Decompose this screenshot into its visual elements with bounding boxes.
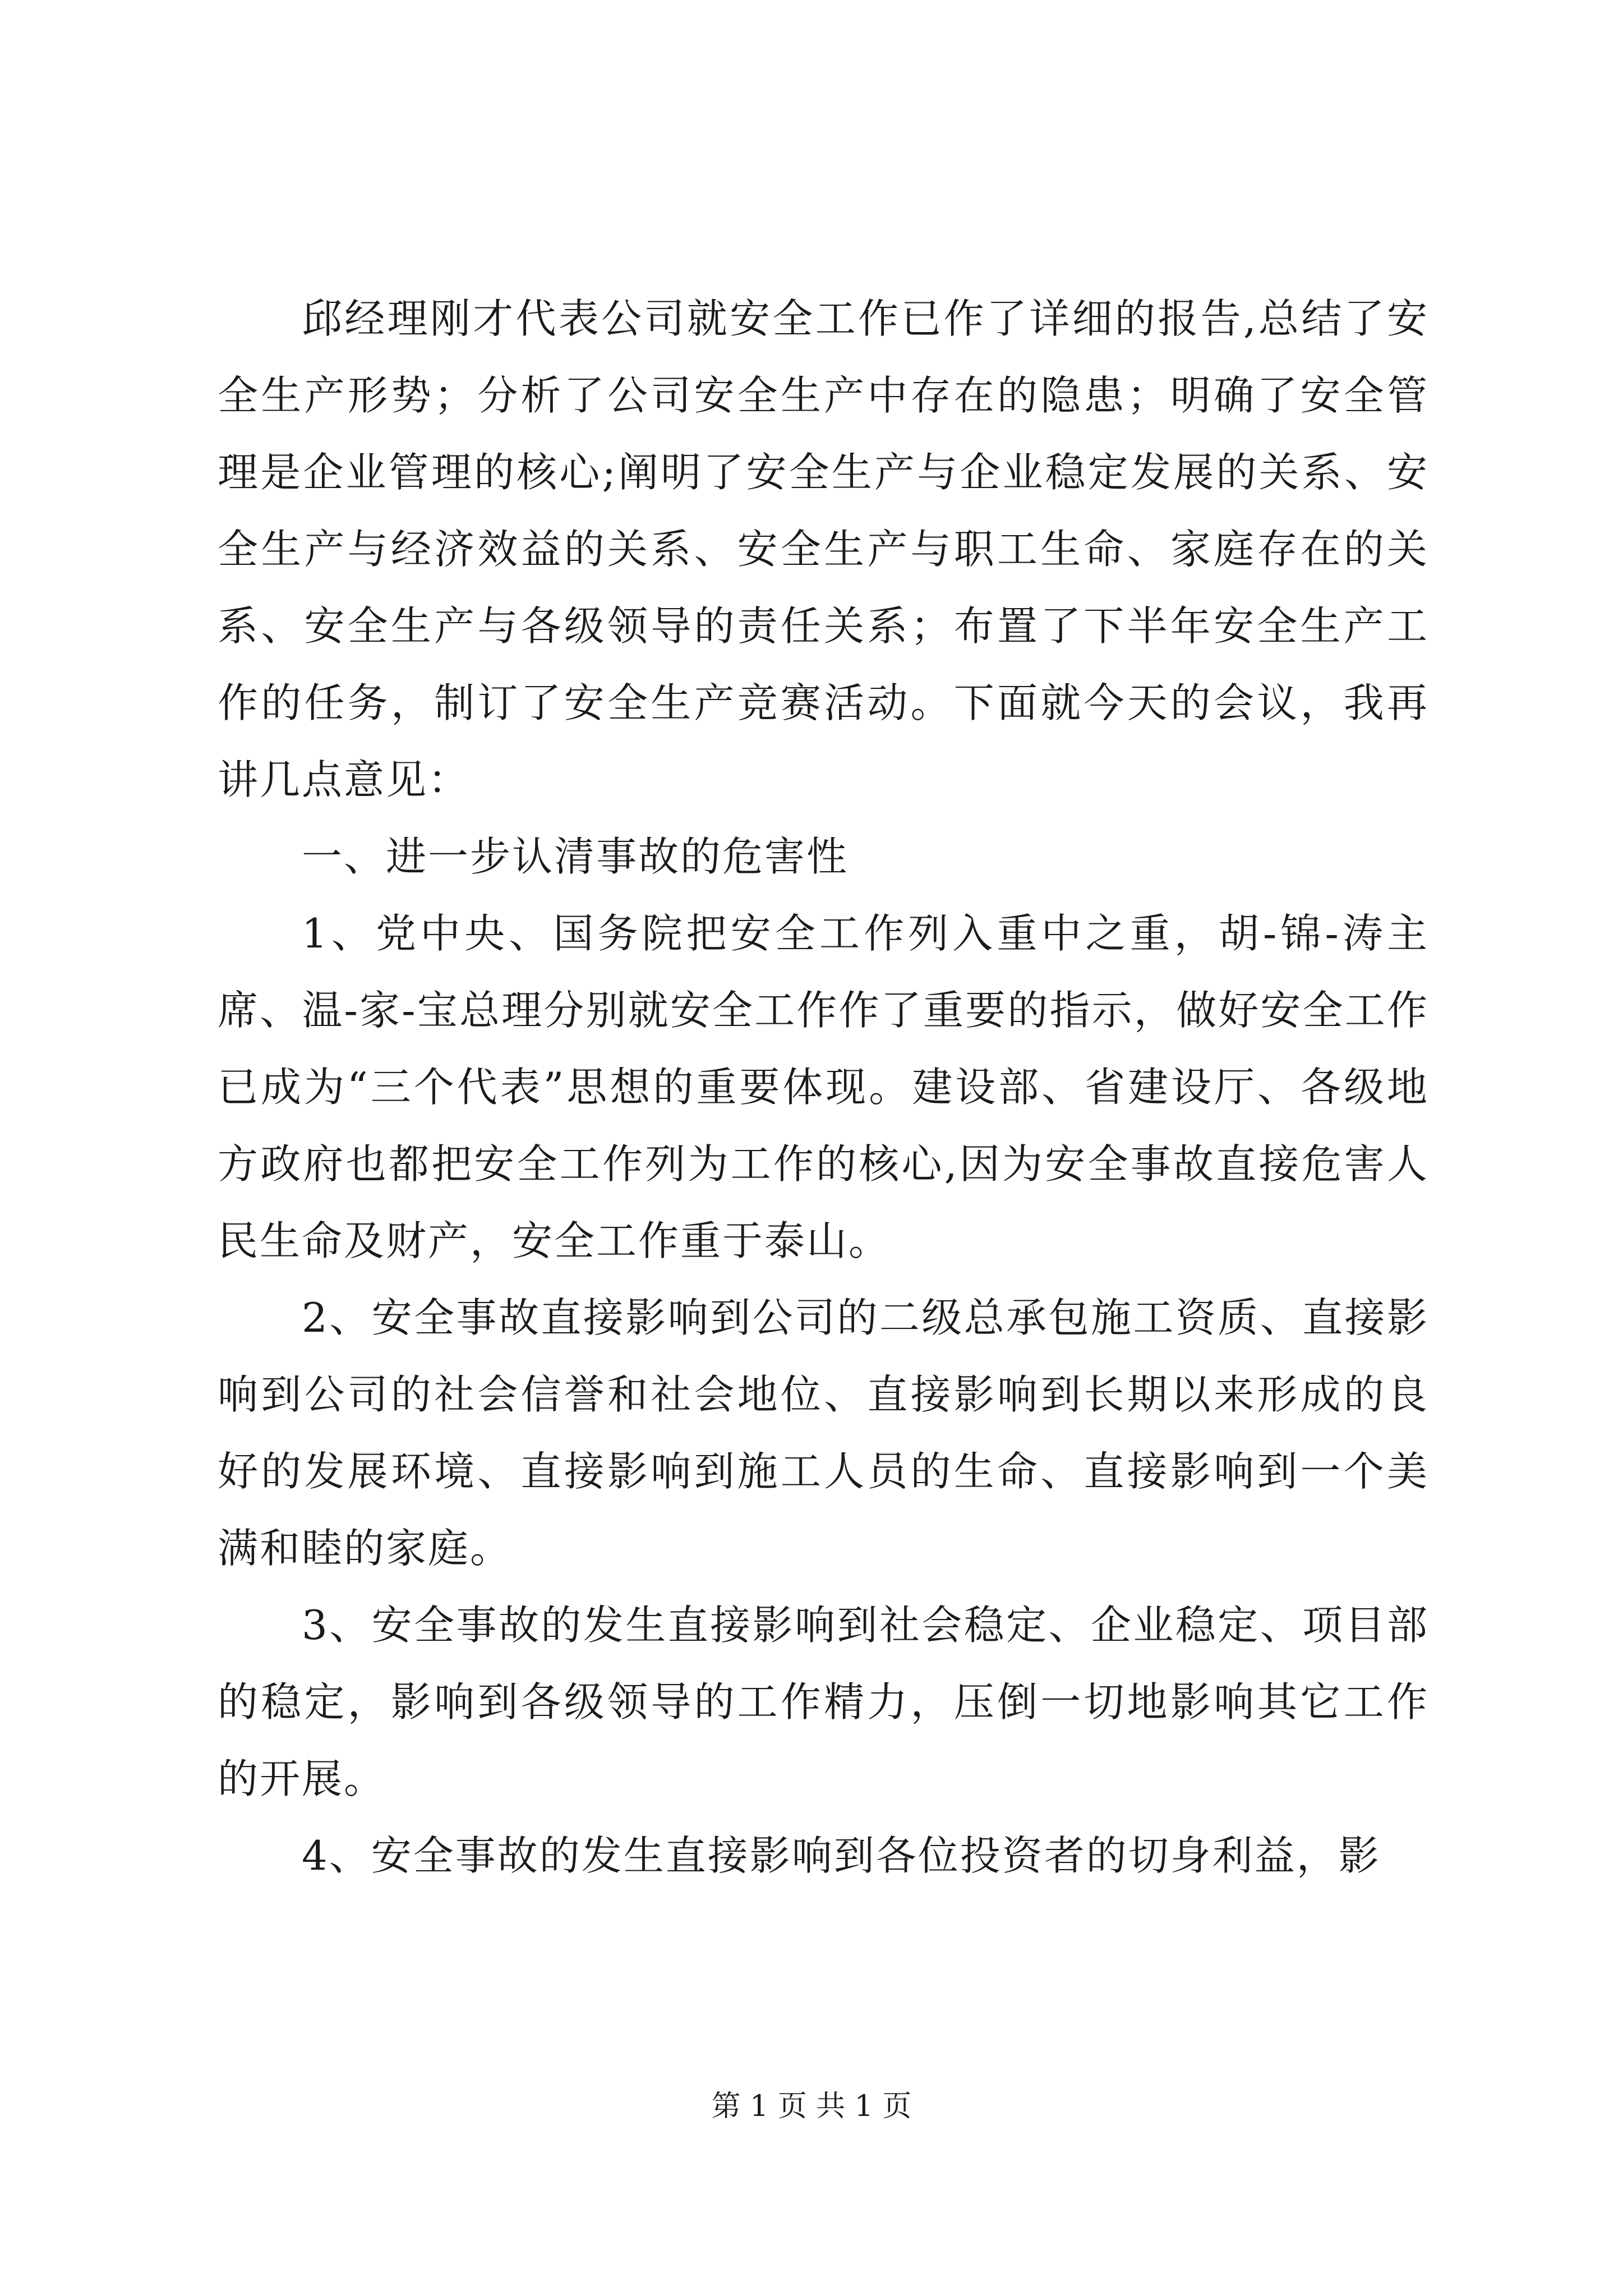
section-heading: 一、进一步认清事故的危害性 xyxy=(302,833,849,880)
page-footer: 第 1 页 共 1 页 xyxy=(711,2090,912,2123)
paragraph-item-4: 4、安全事故的发生直接影响到各位投资者的切身利益，影 xyxy=(302,1832,1381,1879)
intro-paragraph: 邱经理刚才代表公司就安全工作已作了详细的报告,总结了安全生产形势；分析了公司安全生产中存在的隐患；明确了安全管理是企业管理的核心;阐明了安全生产与企业稳定发展的关系、安全生产与经济效益的关系、安全生产与职工生命、家庭存在的关系、安全生产与各级领导的责任关系；布置了下半年安全生产工作的任务，制订了安全生产竞赛活动。下面就今天的会议，我再讲几点意见： xyxy=(218,295,1429,803)
paragraph-item-1: 1、党中央、国务院把安全工作列入重中之重，胡-锦-涛主席、温-家-宝总理分别就安全工作作了重要的指示，做好安全工作已成为“三个代表”思想的重要体现。建设部、省建设厅、各级地方政府也都把安全工作列为工作的核心,因为安全事故直接危害人民生命及财产，安全工作重于泰山。 xyxy=(218,910,1429,1264)
document-body xyxy=(218,280,1429,1894)
paragraph-item-2: 2、安全事故直接影响到公司的二级总承包施工资质、直接影响到公司的社会信誉和社会地位、直接影响到长期以来形成的良好的发展环境、直接影响到施工人员的生命、直接影响到一个美满和睦的家庭。 xyxy=(218,1294,1429,1572)
paragraph-item-3: 3、安全事故的发生直接影响到社会稳定、企业稳定、项目部的稳定，影响到各级领导的工作精力，压倒一切地影响其它工作的开展。 xyxy=(218,1602,1429,1802)
